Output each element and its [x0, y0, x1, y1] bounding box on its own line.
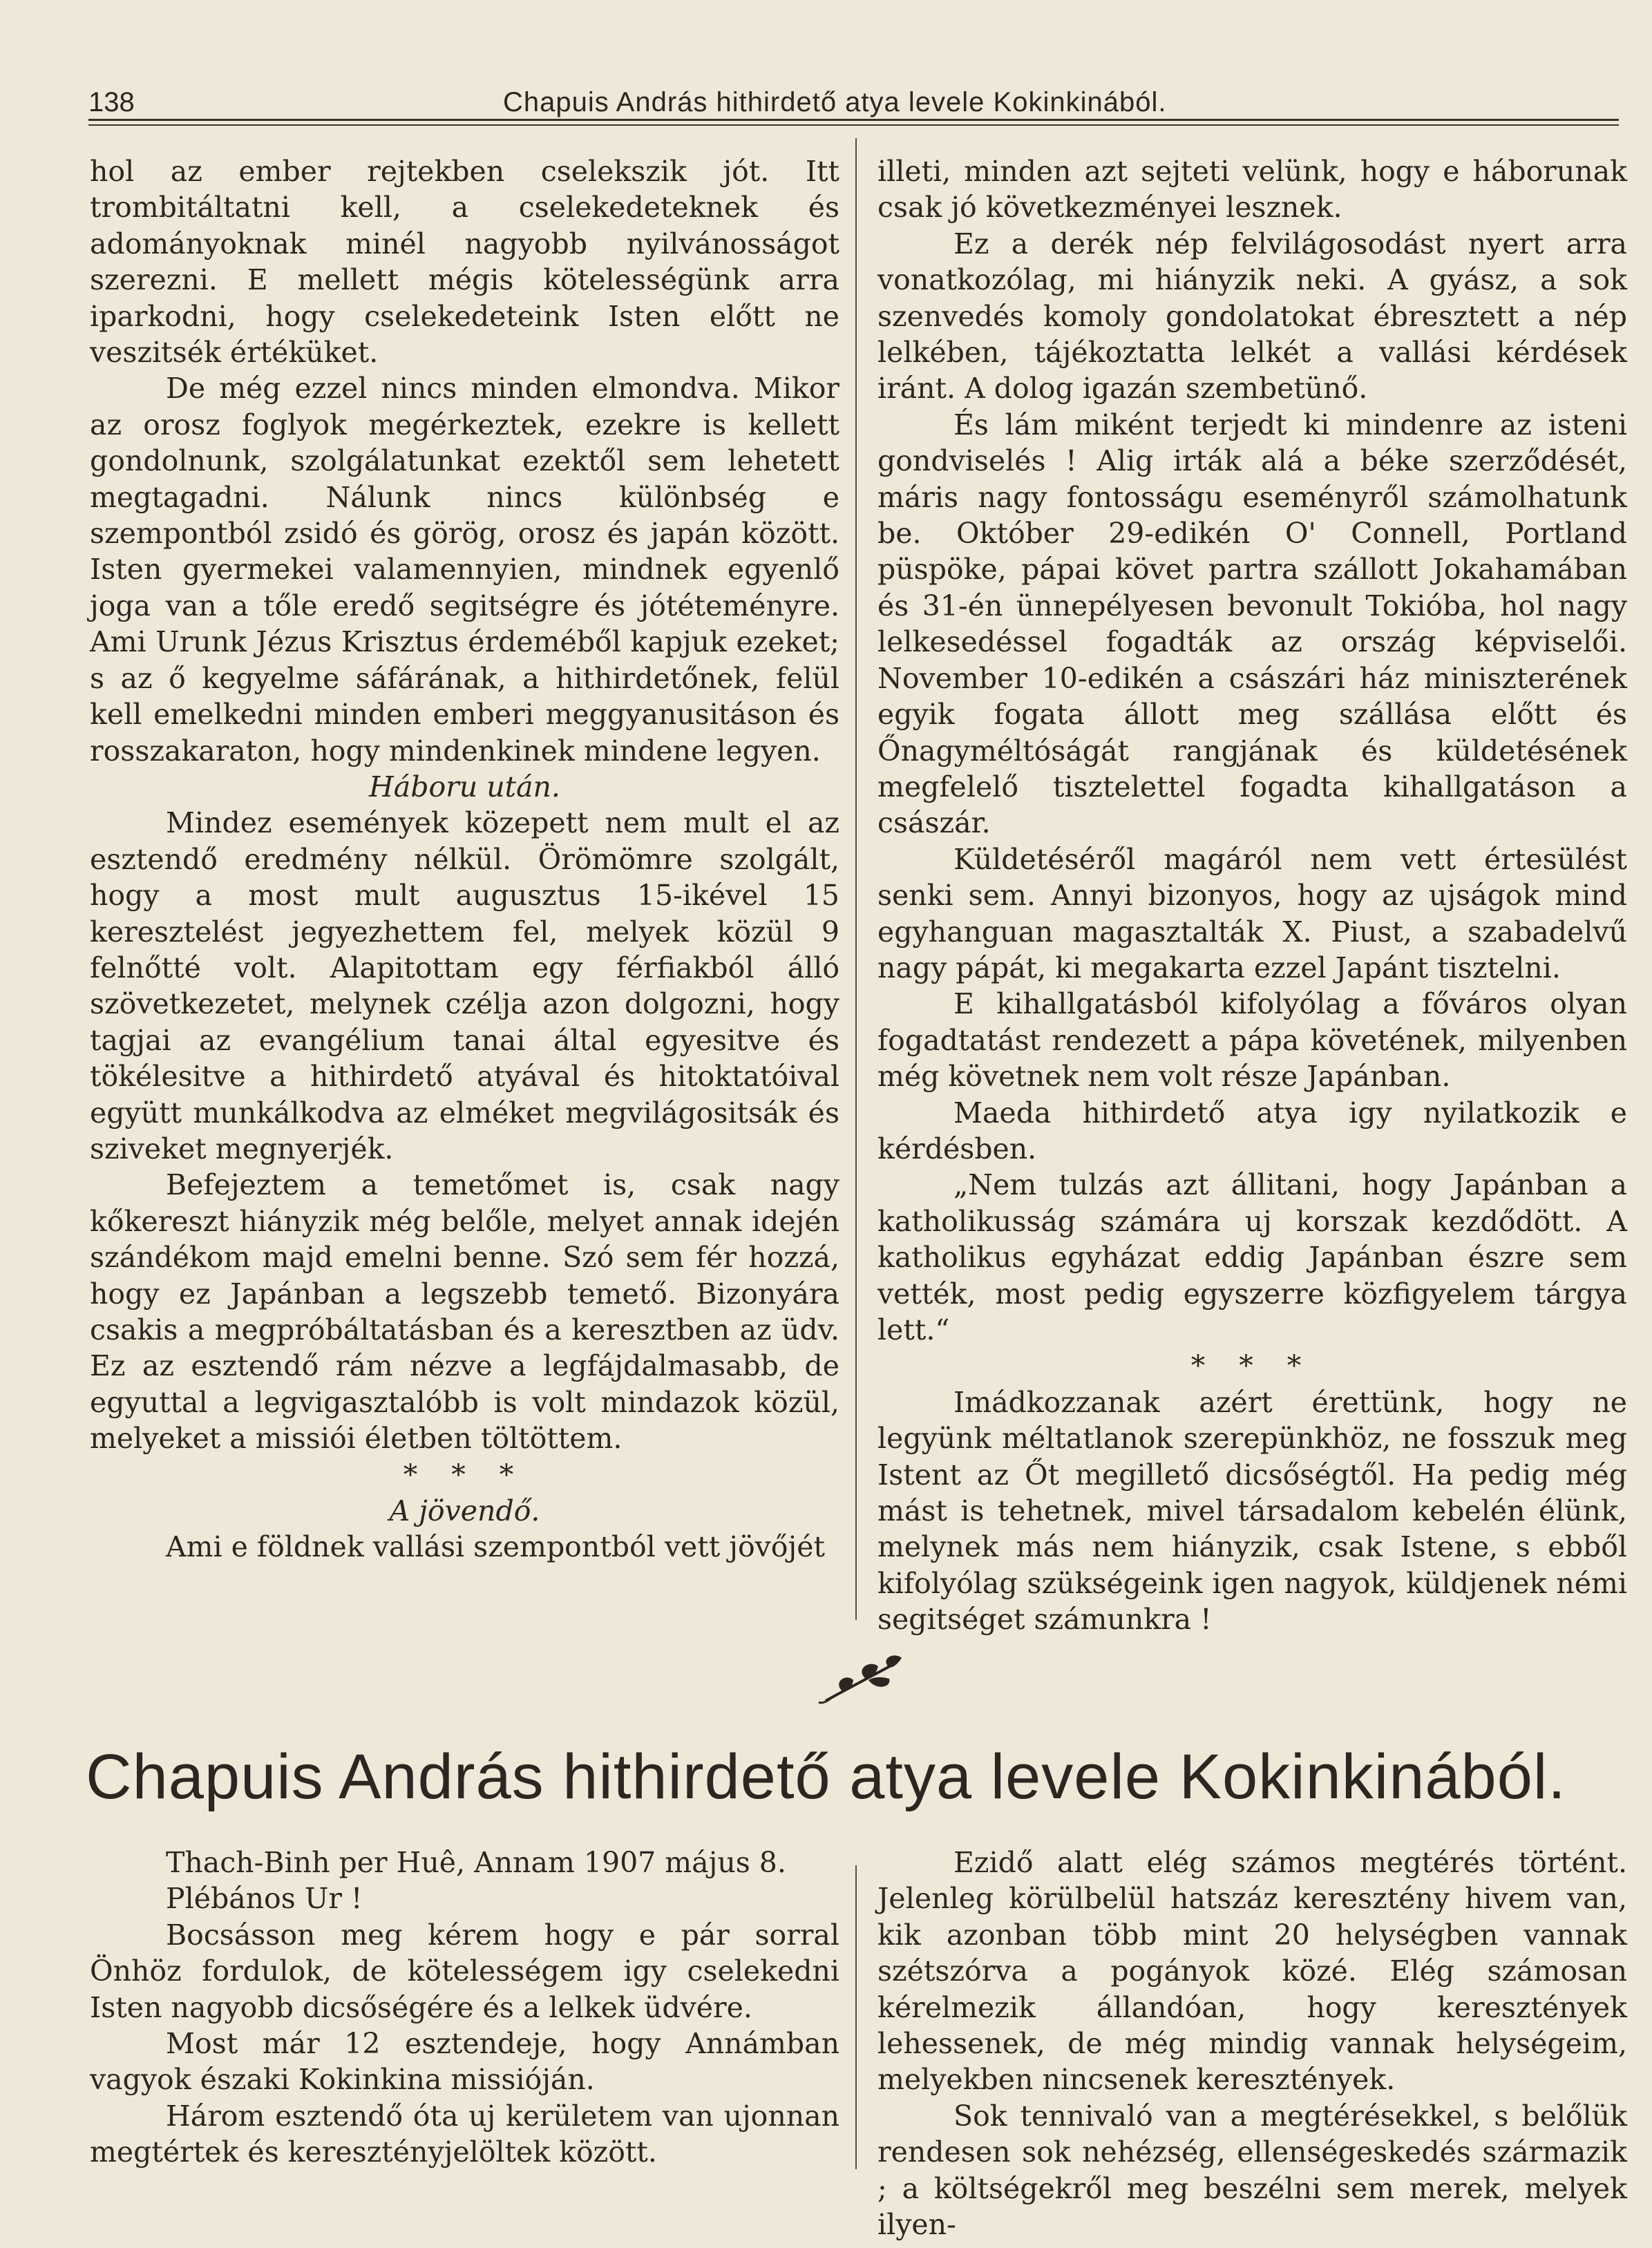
paragraph: Plébános Ur !	[166, 1882, 363, 1916]
page-number: 138	[88, 87, 135, 117]
article-title: Chapuis András hithirdető atya levele Kokinkinából.	[86, 1742, 1566, 1812]
section-break: * * *	[403, 1458, 526, 1492]
column-divider-lower	[855, 1865, 857, 2169]
paragraph: hol az ember rejtekben cselekszik jót. Itt trombitáltatni kell, a cselekedeteknek és adományoknak minél nagyobb nyilvánosságot szerezni. E mellett mégis kötelességünk arra iparkodni, hogy cselekedeteink Isten előtt ne veszitsék értéküket.	[90, 155, 839, 370]
paragraph: Mindez események közepett nem mult el az esztendő eredmény nélkül. Örömömre szolgált, hogy a most mult augusztus 15-ikével 15 keresztelést jegyezhettem fel, melyek közül 9 felnőtté volt. Alapitottam egy férfiakból álló szövetkezetet, melynek czélja azon dolgozni, hogy tagjai az evangélium tanai által egyesitve és tökélesitve a hithirdető atyával és hitoktatóival együtt munkálkodva az elméket megvilágositsák és sziveket megnyerjék.	[90, 806, 839, 1165]
leaf-branch-icon	[812, 1651, 909, 1706]
column-divider-upper	[855, 138, 857, 1620]
paragraph: Bocsásson meg kérem hogy e pár sorral Önhöz fordulok, de kötelességem igy cselekedni Isten nagyobb dicsőségére és a lelkek üdvére.	[90, 1918, 839, 2024]
paragraph: Most már 12 esztendeje, hogy Annámban vagyok északi Kokinkina missióján.	[90, 2027, 839, 2097]
header-rule-thin	[88, 124, 1619, 126]
running-head: Chapuis András hithirdető atya levele Kokinkinából.	[503, 87, 1167, 117]
section-break: * * *	[1190, 1349, 1314, 1383]
upper-right-column	[877, 153, 1627, 1638]
paragraph: „Nem tulzás azt állitani, hogy Japánban a katholikusság számára uj korszak kezdődött. A katholikus egyházat eddig Japánban észre sem vették, most pedig egyszerre közfigyelem tárgya lett.“	[877, 1168, 1627, 1346]
paragraph: Befejeztem a temetőmet is, csak nagy kőkereszt hiányzik még belőle, melyet annak idején szándékom majd emelni benne. Szó sem fér hozzá, hogy ez Japánban a legszebb temető. Bizonyára csakis a megpróbáltatásban és a keresztben az üdv. Ez az esztendő rám nézve a legfájdalmasabb, de egyuttal a legvigasztalóbb is volt mindazok közül, melyeket a missiói életben töltöttem.	[90, 1168, 839, 1456]
section-heading: A jövendő.	[389, 1494, 540, 1528]
paragraph: És lám miként terjedt ki mindenre az isteni gondviselés ! Alig irták alá a béke szerződését, máris nagy fontosságu eseményről számolhatunk be. Október 29-edikén O' Connell, Portland püspöke, pápai követ partra szállott Jokahamában és 31-én ünnepélyesen bevonult Tokióba, hol nagy lelkesedéssel fogadták az ország képviselői. November 10-edikén a császári ház miniszterének egyik fogata állott meg szállása előtt és Őnagyméltóságát rangjának és küldetésének megfelelő tisztelettel fogadta kihallgatáson a császár.	[877, 408, 1627, 840]
paragraph: Ami e földnek vallási szempontból vett jövőjét	[166, 1530, 825, 1564]
paragraph: Ezidő alatt elég számos megtérés történt. Jelenleg körülbelül hatszáz keresztény hivem van, kik azonban több mint 20 helységben vannak szétszórva a pogányok közé. Elég számosan kérelmezik állandóan, hogy keresztények lehessenek, de még mindig vannak helységeim, melyekben nincsenek keresztények.	[877, 1846, 1627, 2097]
paragraph: E kihallgatásból kifolyólag a főváros olyan fogadtatást rendezett a pápa követének, milyenben még követnek nem volt része Japánban.	[877, 987, 1627, 1094]
paragraph: Thach-Binh per Huê, Annam 1907 május 8.	[166, 1846, 786, 1879]
paragraph: Három esztendő óta uj kerületem van ujonnan megtértek és keresztényjelöltek között.	[90, 2099, 839, 2169]
page-header	[88, 82, 1619, 130]
lower-left-column	[90, 1845, 839, 2171]
paragraph: De még ezzel nincs minden elmondva. Mikor az orosz foglyok megérkeztek, ezekre is kellett gondolnunk, szolgálatunkat ezektől sem lehetett megtagadni. Nálunk nincs különbség e szempontból zsidó és görög, orosz és japán között. Isten gyermekei valamennyien, mindnek egyenlő joga van a tőle eredő segitségre és jótéteményre. Ami Urunk Jézus Krisztus érdeméből kapjuk ezeket; s az ő kegyelme sáfárának, a hithirdetőnek, felül kell emelkedni minden emberi meggyanusitáson és rosszakaraton, hogy mindenkinek mindene legyen.	[90, 372, 839, 768]
upper-left-column	[90, 153, 839, 1565]
section-heading: Háboru után.	[369, 770, 560, 803]
paragraph: Imádkozzanak azért érettünk, hogy ne legyünk méltatlanok szerepünkhöz, ne fosszuk meg Istent az Őt megillető dicsőségtől. Ha pedig még mást is tehetnek, mivel társadalom kebelén élünk, melynek más nem hiányzik, csak Istene, s ebből kifolyólag szükségeink igen nagyok, küldjenek némi segitséget számunkra !	[877, 1385, 1627, 1637]
paragraph: Sok tennivaló van a megtérésekkel, s belőlük rendesen sok nehézség, ellenségeskedés származik ; a költségekről meg beszélni sem merek, melyek ilyen-	[877, 2099, 1627, 2242]
paragraph: Ez a derék nép felvilágosodást nyert arra vonatkozólag, mi hiányzik neki. A gyász, a sok szenvedés komoly gondolatokat ébresztett a nép lelkében, tájékoztatta lelkét a vallási kérdések iránt. A dolog igazán szembetünő.	[877, 227, 1627, 406]
paragraph: Maeda hithirdető atya igy nyilatkozik e kérdésben.	[877, 1096, 1627, 1165]
paragraph: Küldetéséről magáról nem vett értesülést senki sem. Annyi bizonyos, hogy az ujságok mind egyhanguan magasztalták X. Piust, a szabadelvű nagy pápát, ki megakarta ezzel Japánt tisztelni.	[877, 842, 1627, 984]
lower-right-column	[877, 1845, 1627, 2242]
header-rule	[88, 119, 1619, 121]
paragraph: illeti, minden azt sejteti velünk, hogy e háborunak csak jó következményei lesznek.	[877, 155, 1627, 225]
